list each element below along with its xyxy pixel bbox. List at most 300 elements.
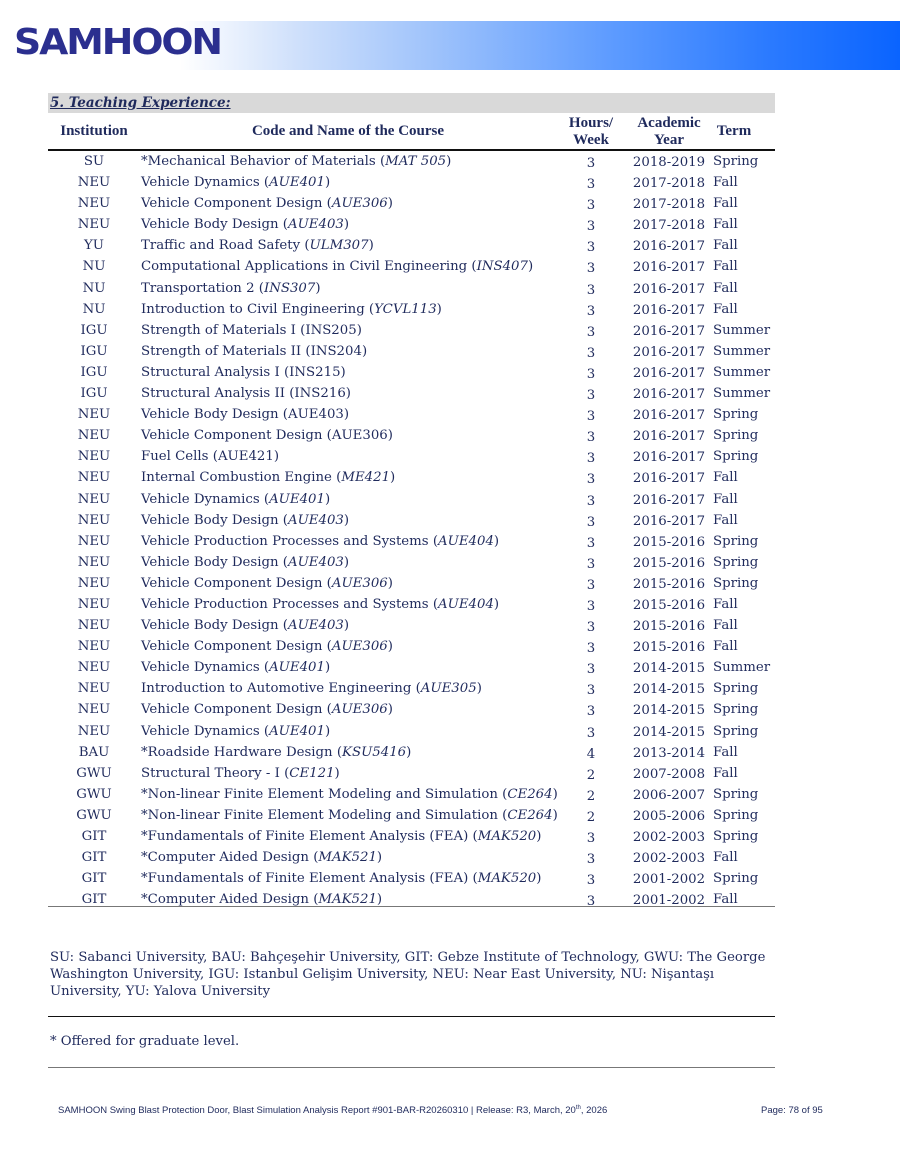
table-body [48,151,775,910]
course-code: MAK521 [318,892,377,908]
course-code: AUE403 [288,554,344,570]
col-hours-line1: Hours/ [568,115,614,131]
term-cell: Fall [713,280,738,296]
course-code: MAT 505 [385,154,447,169]
institution-cell: NU [82,259,106,275]
course-close-paren: ) [536,871,542,887]
course-name: *Non-linear Finite Element Modeling and Simulation ( [141,807,508,823]
academic-year-cell: 2014-2015 [632,682,706,698]
course-code: AUE306 [331,196,388,212]
course-close-paren: ) [343,554,350,570]
academic-year-cell: 2016-2017 [632,450,706,466]
academic-year-cell: 2017-2018 [632,218,706,234]
academic-year-cell: 2016-2017 [632,281,706,297]
course-close-paren: ) [324,491,331,507]
course-close-paren: ) [324,175,331,191]
course-cell [141,721,330,742]
course-close-paren: ) [368,238,374,254]
table-row [48,889,775,910]
course-close-paren: ) [476,681,482,697]
course-code: INS215 [289,364,341,380]
term-cell: Fall [713,238,738,254]
hours-cell: 3 [586,894,596,910]
course-close-paren: ) [446,154,452,169]
academic-year-cell: 2016-2017 [632,387,706,403]
course-cell [141,826,541,847]
course-close-paren: ) [345,386,351,402]
footer-report-info [58,1105,607,1116]
academic-year-cell: 2017-2018 [632,176,706,192]
hours-cell: 2 [586,809,596,825]
course-name: Vehicle Body Design ( [141,618,288,634]
course-code: CE264 [507,807,553,823]
hours-cell: 3 [586,303,596,319]
academic-year-cell: 2018-2019 [632,155,706,170]
footer-report-sup: th [575,1105,581,1111]
course-cell [141,868,541,889]
hours-cell: 3 [586,704,596,720]
course-cell [141,531,499,552]
term-cell: Summer [713,343,771,359]
hours-cell: 3 [586,261,596,277]
course-code: INS407 [476,259,528,275]
table-row [48,805,775,826]
table-row [48,868,775,889]
course-code: AUE403 [288,217,344,233]
course-name: Vehicle Component Design ( [141,575,332,591]
course-name: Introduction to Civil Engineering ( [141,301,375,317]
course-close-paren: ) [387,196,393,212]
course-name: Strength of Materials I ( [141,322,306,338]
academic-year-cell: 2016-2017 [632,344,706,360]
course-code: AUE421 [217,449,274,465]
academic-year-cell: 2016-2017 [632,408,706,424]
course-cell [141,299,442,320]
term-cell: Spring [713,449,759,465]
col-academic-year [630,115,708,149]
course-code: AUE403 [288,407,344,423]
institution-cell: IGU [80,322,108,338]
hours-cell: 2 [586,788,596,804]
footer-page-number: Page: 78 of 95 [761,1105,823,1116]
col-course: Code and Name of the Course [251,123,445,139]
course-close-paren: ) [361,343,368,359]
course-name: Transportation 2 ( [141,280,264,296]
institution-cell: NEU [77,596,111,612]
term-cell: Summer [713,322,771,338]
footer-report-text: SAMHOON Swing Blast Protection Door, Blast Simulation Analysis Report #901-BAR-R20260310 | Release: R3, March, 20 [58,1105,576,1117]
table-row [48,657,775,678]
table-row [48,446,775,467]
course-close-paren: ) [343,512,350,528]
course-close-paren: ) [552,807,558,823]
hours-cell: 3 [586,831,596,846]
course-close-paren: ) [376,892,383,908]
institution-cell: NEU [77,702,111,718]
course-code: AUE401 [269,660,325,676]
academic-year-cell: 2006-2007 [632,787,706,803]
course-code: AUE305 [420,681,477,697]
hours-cell: 3 [586,873,596,889]
course-cell [141,278,321,299]
col-year-line2: Year [654,132,684,148]
institution-cell: GIT [81,850,107,866]
term-cell: Summer [713,364,771,380]
course-code: CE264 [507,786,553,802]
table-row [48,678,775,699]
academic-year-cell: 2002-2003 [632,830,706,845]
academic-year-cell: 2002-2003 [632,851,706,867]
institution-cell: NEU [77,470,111,486]
academic-year-cell: 2015-2016 [632,534,706,550]
course-name: *Fundamentals of Finite Element Analysis (FEA) ( [141,871,478,887]
course-name: Strength of Materials II ( [141,343,311,359]
course-cell [141,341,367,362]
legend-divider [48,1016,775,1017]
course-close-paren: ) [436,301,442,317]
institution-cell: NEU [77,217,111,233]
course-name: Vehicle Dynamics ( [141,660,270,676]
course-cell [141,636,393,657]
course-name: Vehicle Body Design ( [141,554,288,570]
table-row [48,489,775,510]
academic-year-cell: 2015-2016 [632,640,706,656]
table-row [48,552,775,573]
institution-cell: GIT [81,871,107,887]
course-code: AUE403 [288,618,344,634]
institution-cell: NU [82,301,106,317]
course-cell [141,193,393,214]
term-cell: Spring [713,154,759,169]
academic-year-cell: 2016-2017 [632,429,706,445]
institution-cell: NU [82,280,106,296]
institution-cell: NEU [77,681,111,697]
course-cell [141,847,382,868]
course-cell [141,467,395,488]
institution-cell: NEU [77,491,111,507]
table-row [48,636,775,657]
institution-cell: GWU [76,807,112,823]
term-cell: Spring [713,407,759,423]
course-code: MAK520 [477,829,537,844]
course-code: INS205 [305,322,357,338]
course-close-paren: ) [315,280,321,296]
institution-cell: GWU [76,765,112,781]
institution-cell: YU [84,238,104,254]
academic-year-cell: 2001-2002 [632,872,706,888]
col-hours [560,115,622,149]
hours-cell: 3 [586,683,596,699]
table-row [48,615,775,636]
course-cell [141,510,349,531]
course-cell [141,657,330,678]
course-cell [141,404,349,425]
term-cell: Fall [713,892,738,908]
course-close-paren: ) [390,470,396,486]
hours-cell: 3 [586,725,596,741]
academic-year-cell: 2014-2015 [632,661,706,677]
table-row [48,510,775,531]
institution-cell: NEU [77,639,111,655]
course-name: Structural Analysis II ( [141,386,295,402]
term-cell: Fall [713,618,738,634]
term-cell: Fall [713,217,738,233]
term-cell: Spring [713,533,759,549]
course-close-paren: ) [356,322,362,338]
institution-cell: GWU [76,786,112,802]
course-name: Vehicle Body Design ( [141,512,288,528]
term-cell: Fall [713,175,738,191]
course-code: INS307 [263,280,316,296]
term-cell: Spring [713,681,759,697]
term-cell: Fall [713,196,738,212]
institution-cell: NEU [77,723,111,739]
course-close-paren: ) [334,765,340,781]
course-close-paren: ) [324,660,331,676]
table-row [48,425,775,446]
hours-cell: 3 [586,598,596,614]
institution-cell: BAU [78,744,110,760]
course-code: AUE306 [331,575,388,591]
course-name: Vehicle Body Design ( [141,217,288,233]
institution-cell: NEU [77,428,111,444]
academic-year-cell: 2007-2008 [632,766,706,782]
term-cell: Spring [713,428,759,444]
course-code: AUE401 [269,175,325,191]
hours-cell: 3 [586,219,596,235]
course-close-paren: ) [343,407,350,423]
institution-cell: NEU [77,512,111,528]
course-name: *Roadside Hardware Design ( [141,744,343,760]
course-name: Vehicle Component Design ( [141,702,332,718]
course-code: ME421 [341,470,391,486]
hours-cell: 3 [586,240,596,256]
company-logo: SAMHOON [14,22,221,63]
institution-cell: NEU [77,533,111,549]
table-row [48,320,775,341]
academic-year-cell: 2016-2017 [632,323,706,339]
course-close-paren: ) [536,829,542,844]
course-close-paren: ) [552,786,558,802]
hours-cell: 3 [586,409,596,425]
col-year-line1: Academic [637,115,701,131]
institution-cell: IGU [80,386,108,402]
table-row [48,784,775,805]
course-code: INS216 [294,386,346,402]
course-cell [141,594,499,615]
term-cell: Fall [713,596,738,612]
course-name: Structural Analysis I ( [141,364,290,380]
hours-cell: 3 [586,556,596,572]
table-row [48,193,775,214]
course-close-paren: ) [387,428,393,444]
course-name: Vehicle Dynamics ( [141,723,270,739]
course-code: AUE404 [438,533,494,549]
course-cell [141,320,362,341]
hours-cell: 3 [586,366,596,382]
course-cell [141,784,558,805]
course-cell [141,678,482,699]
footer-report-year: , 2026 [580,1105,608,1117]
col-institution: Institution [60,123,128,139]
hours-cell: 3 [586,430,596,446]
graduate-note: * Offered for graduate level. [50,1034,240,1049]
hours-cell: 3 [586,641,596,657]
course-name: Structural Theory - I ( [141,765,290,781]
hours-cell: 3 [586,324,596,340]
academic-year-cell: 2016-2017 [632,239,706,255]
course-close-paren: ) [273,449,280,465]
course-close-paren: ) [406,744,412,760]
table-row [48,467,775,488]
institution-cell: NEU [77,618,111,634]
course-code: CE121 [289,765,335,781]
course-code: AUE401 [269,723,325,739]
term-cell: Fall [713,765,738,781]
term-cell: Summer [713,386,771,402]
course-name: Vehicle Dynamics ( [141,175,270,191]
course-close-paren: ) [387,575,393,591]
institution-cell: NEU [77,575,111,591]
term-cell: Spring [713,807,759,823]
course-name: *Computer Aided Design ( [141,892,319,908]
course-close-paren: ) [343,618,350,634]
institution-cell: NEU [77,175,111,191]
course-close-paren: ) [376,850,383,866]
academic-year-cell: 2016-2017 [632,513,706,529]
course-code: KSU5416 [342,744,407,760]
course-code: AUE404 [438,596,494,612]
course-close-paren: ) [340,364,346,380]
institution-cell: NEU [77,407,111,423]
course-code: MAK520 [477,871,537,887]
hours-cell: 3 [586,472,596,488]
course-close-paren: ) [387,702,393,718]
course-cell [141,362,346,383]
table-row [48,721,775,742]
course-name: Vehicle Body Design ( [141,407,288,423]
col-term: Term [716,123,752,139]
academic-year-cell: 2015-2016 [632,555,706,571]
table-row [48,151,775,172]
course-close-paren: ) [493,533,500,549]
course-code: MAK521 [318,850,377,866]
section-header-bar [48,93,775,113]
course-cell [141,573,393,594]
academic-year-cell: 2016-2017 [632,302,706,318]
institution-cell: NEU [77,554,111,570]
course-cell [141,214,349,235]
table-row [48,172,775,193]
academic-year-cell: 2017-2018 [632,197,706,213]
table-row [48,847,775,868]
course-cell [141,763,340,784]
term-cell: Spring [713,871,759,887]
course-name: *Mechanical Behavior of Materials ( [141,154,386,169]
hours-cell: 3 [586,493,596,509]
course-code: AUE401 [269,491,325,507]
term-cell: Spring [713,786,759,802]
table-row [48,362,775,383]
academic-year-cell: 2013-2014 [632,745,706,761]
course-cell [141,889,382,910]
course-close-paren: ) [324,723,331,739]
section-title: 5. Teaching Experience: [50,95,231,111]
course-code: ULM307 [309,238,369,254]
course-name: Computational Applications in Civil Engineering ( [141,259,477,275]
table-row [48,826,775,847]
table-row [48,341,775,362]
table-row [48,214,775,235]
course-name: Vehicle Component Design ( [141,639,332,655]
course-cell [141,699,393,720]
course-code: AUE403 [288,512,344,528]
hours-cell: 4 [586,746,596,762]
table-row [48,531,775,552]
course-code: AUE306 [331,702,388,718]
hours-cell: 2 [586,767,596,783]
table-row [48,742,775,763]
hours-cell: 3 [586,535,596,551]
course-close-paren: ) [343,217,350,233]
institution-cell: GIT [81,892,107,908]
note-divider [48,1067,775,1068]
course-cell [141,615,349,636]
col-hours-line2: Week [573,132,609,148]
table-row [48,594,775,615]
institution-legend: SU: Sabanci University, BAU: Bahçeşehir University, GIT: Gebze Institute of Technology, GWU: The George Washington University, IGU: Istanbul Gelişim University, NEU: Near East University, NU: Nişantaşı University, YU: Yalova University [50,950,766,999]
course-close-paren: ) [527,259,534,275]
table-row [48,299,775,320]
hours-cell: 3 [586,577,596,593]
course-cell [141,446,279,467]
course-name: Traffic and Road Safety ( [141,238,310,254]
institution-cell: SU [83,154,105,169]
course-cell [141,742,411,763]
course-name: *Non-linear Finite Element Modeling and Simulation ( [141,786,508,802]
course-name: Fuel Cells ( [141,449,218,465]
term-cell: Summer [713,660,771,676]
academic-year-cell: 2016-2017 [632,471,706,487]
institution-cell: NEU [77,196,111,212]
term-cell: Spring [713,702,759,718]
term-cell: Fall [713,491,738,507]
hours-cell: 3 [586,198,596,214]
hours-cell: 3 [586,345,596,361]
table-row [48,573,775,594]
course-close-paren: ) [387,639,393,655]
academic-year-cell: 2016-2017 [632,260,706,276]
table-row [48,763,775,784]
course-name: *Fundamentals of Finite Element Analysis (FEA) ( [141,829,478,844]
course-name: Vehicle Component Design ( [141,428,332,444]
table-row [48,699,775,720]
hours-cell: 3 [586,451,596,467]
term-cell: Fall [713,259,738,275]
hours-cell: 3 [586,156,596,171]
academic-year-cell: 2016-2017 [632,365,706,381]
institution-cell: NEU [77,449,111,465]
term-cell: Spring [713,575,759,591]
term-cell: Fall [713,744,738,760]
institution-cell: GIT [81,829,107,844]
course-cell [141,552,349,573]
table-row [48,404,775,425]
term-cell: Fall [713,301,738,317]
academic-year-cell: 2005-2006 [632,808,706,824]
course-cell [141,151,451,172]
term-cell: Spring [713,829,759,844]
